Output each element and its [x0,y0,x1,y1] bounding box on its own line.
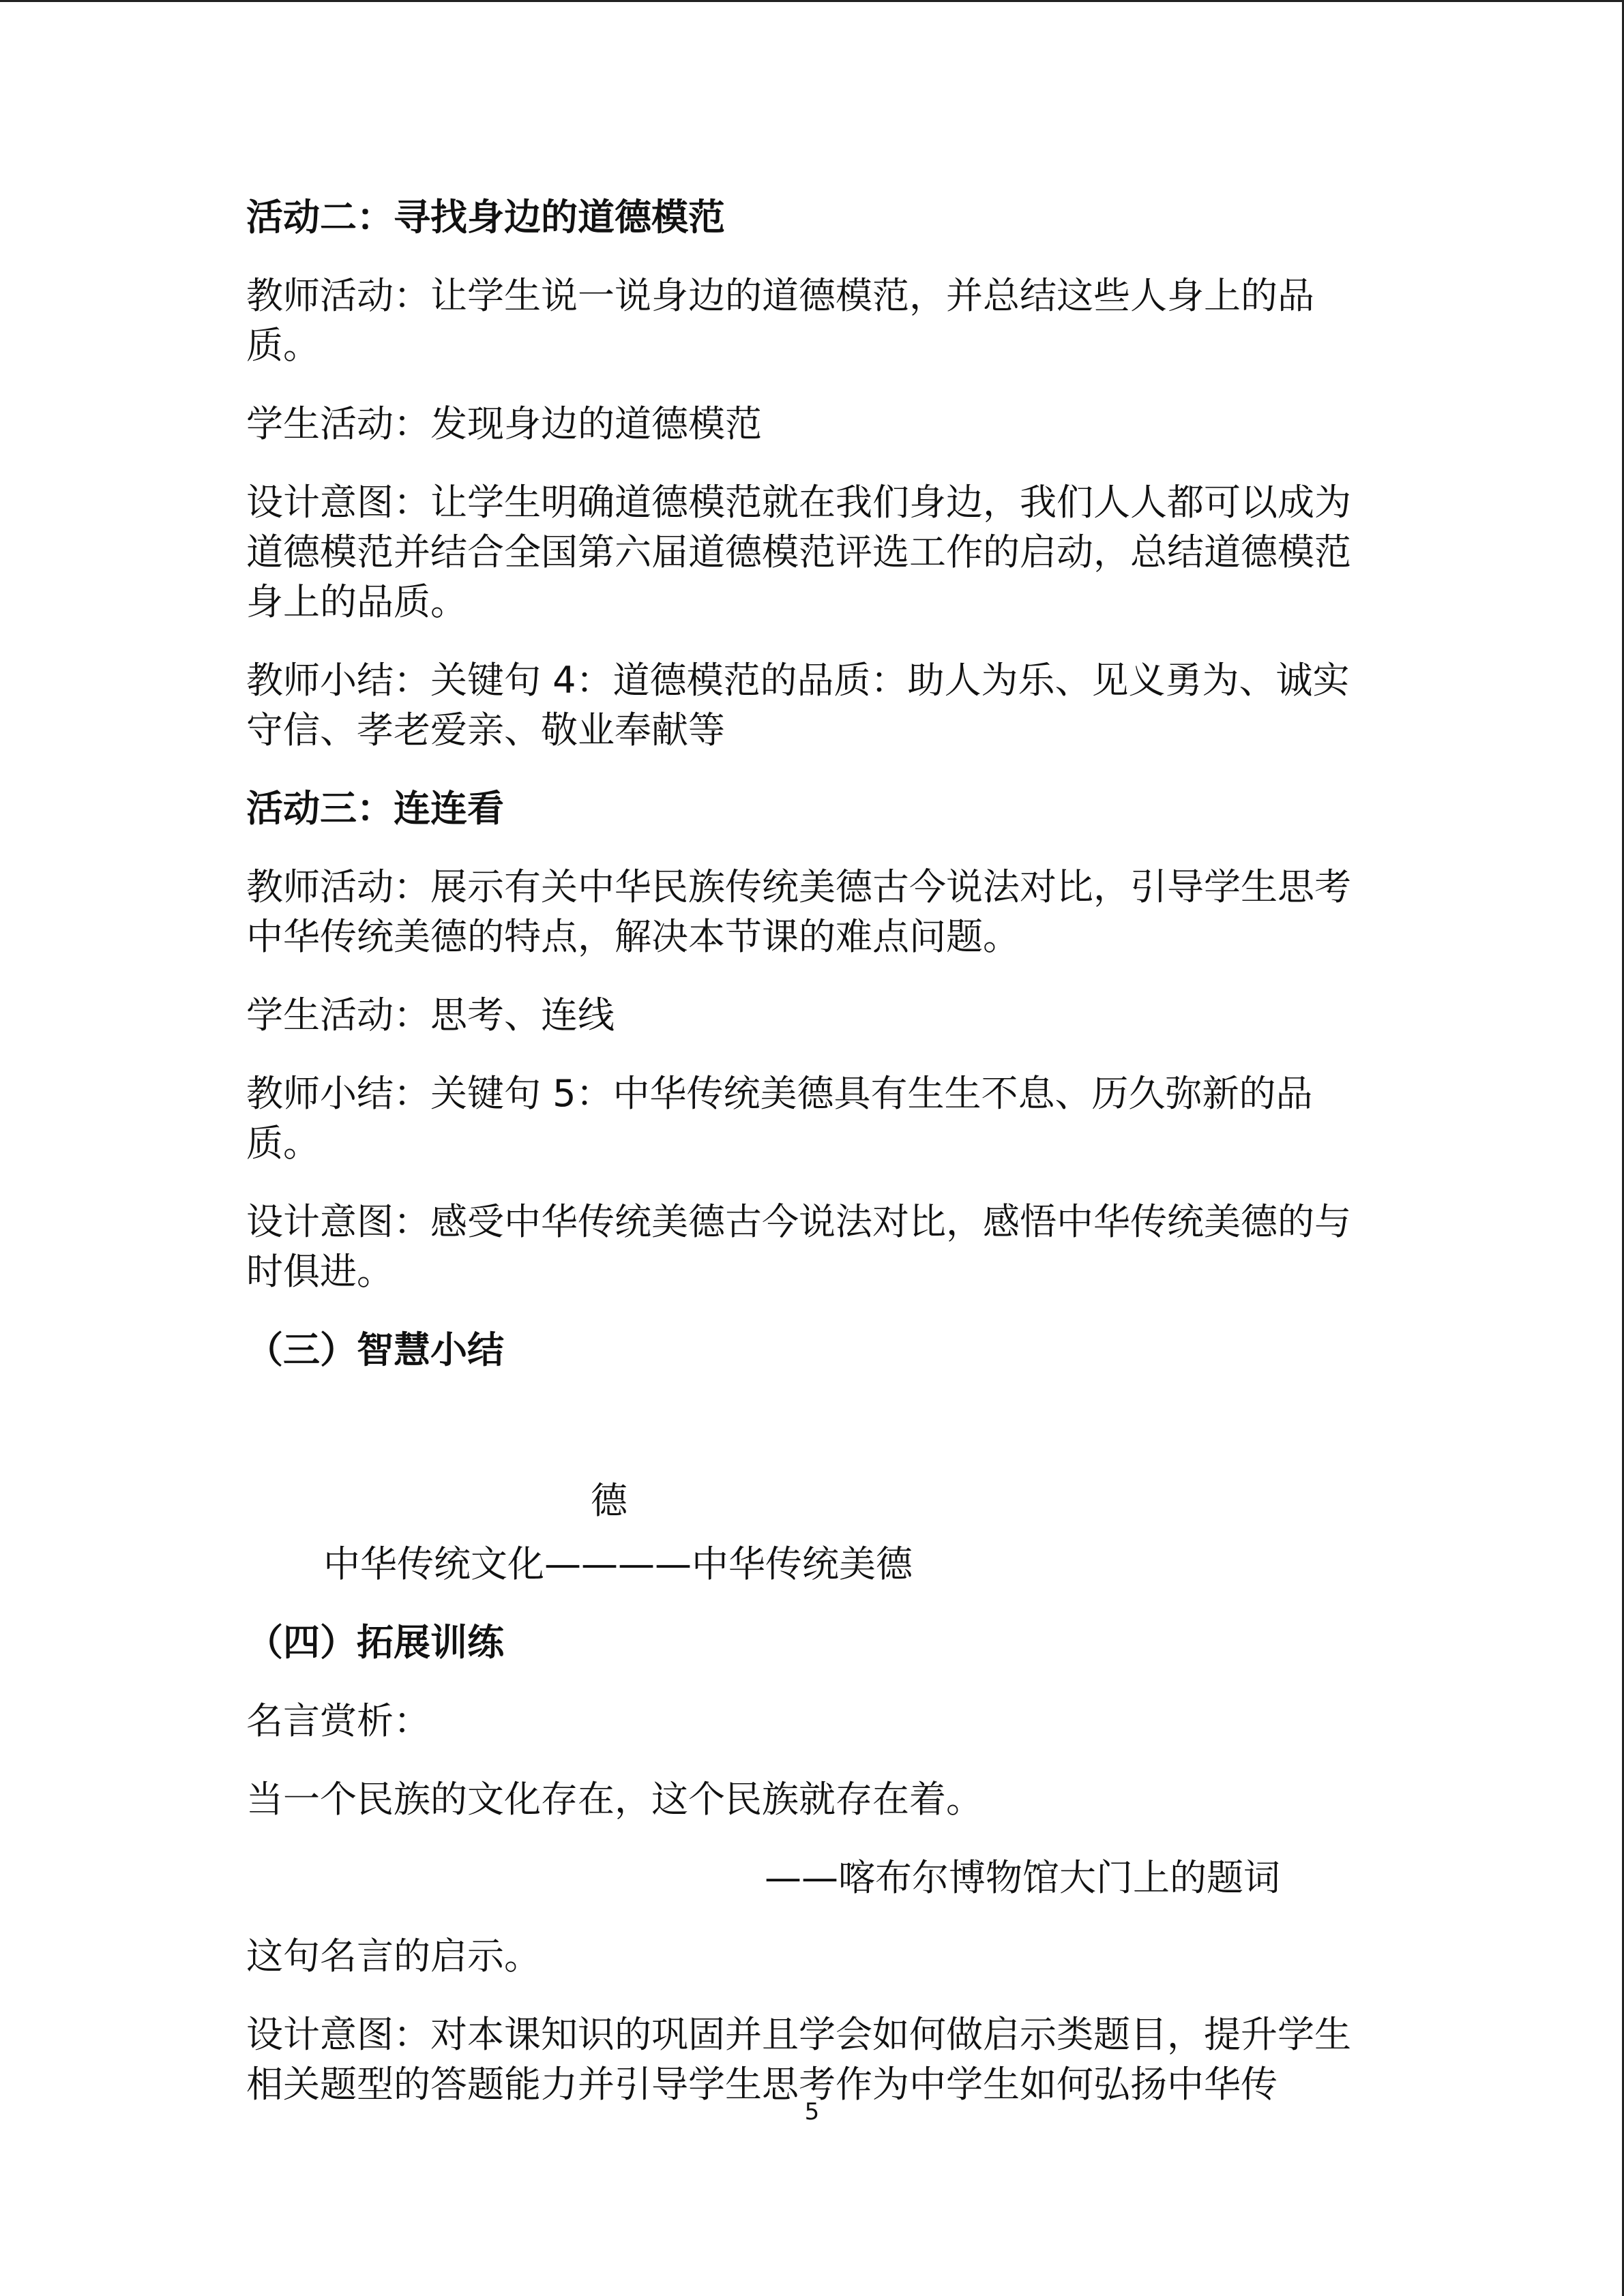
diagram-top-label: 德 [591,1479,628,1522]
paragraph: 学生活动：思考、连线 [246,994,615,1037]
section-heading: 活动二：寻找身边的道德模范 [246,196,725,239]
section-heading: （三）智慧小结 [246,1328,504,1371]
paragraph: 设计意图：对本课知识的巩固并且学会如何做启示类题目，提升学生相关题型的答题能力并引导学生思考作为中学生如何弘扬中华传 [246,2013,1351,2106]
paragraph: 教师小结：关键句 4：道德模范的品质：助人为乐、见义勇为、诚实守信、孝老爱亲、敬业奉献等 [246,659,1350,751]
paragraph: 设计意图：让学生明确道德模范就在我们身边，我们人人都可以成为道德模范并结合全国第六届道德模范评选工作的启动，总结道德模范身上的品质。 [246,481,1351,623]
content-block-2 [246,1617,1378,1824]
paragraph: 当一个民族的文化存在，这个民族就存在着。 [246,1778,983,1821]
content-block-3 [246,1931,1378,2109]
document-page [246,192,1378,2138]
page-number: 5 [804,2098,820,2126]
paragraph: 设计意图：感受中华传统美德古今说法对比，感悟中华传统美德的与时俱进。 [246,1200,1351,1293]
paragraph: 教师活动：让学生说一说身边的道德模范，并总结这些人身上的品质。 [246,274,1314,367]
content-block-1 [246,192,1378,1375]
diagram-line: 中华传统文化————中华传统美德 [323,1542,913,1585]
paragraph: 这句名言的启示。 [246,1935,541,1978]
paragraph: 教师活动：展示有关中华民族传统美德古今说法对比，引导学生思考中华传统美德的特点，解决本节课的难点问题。 [246,865,1351,958]
paragraph: 教师小结：关键句 5：中华传统美德具有生生不息、历久弥新的品质。 [246,1072,1313,1165]
paragraph: 名言赏析： [246,1699,430,1742]
paragraph: 学生活动：发现身边的道德模范 [246,402,762,445]
section-heading: （四）拓展训练 [246,1621,504,1664]
section-heading: 活动三：连连看 [246,787,504,830]
page-top-border [0,0,1624,2]
quote-attribution: ——喀布尔博物馆大门上的题词 [765,1856,1280,1899]
